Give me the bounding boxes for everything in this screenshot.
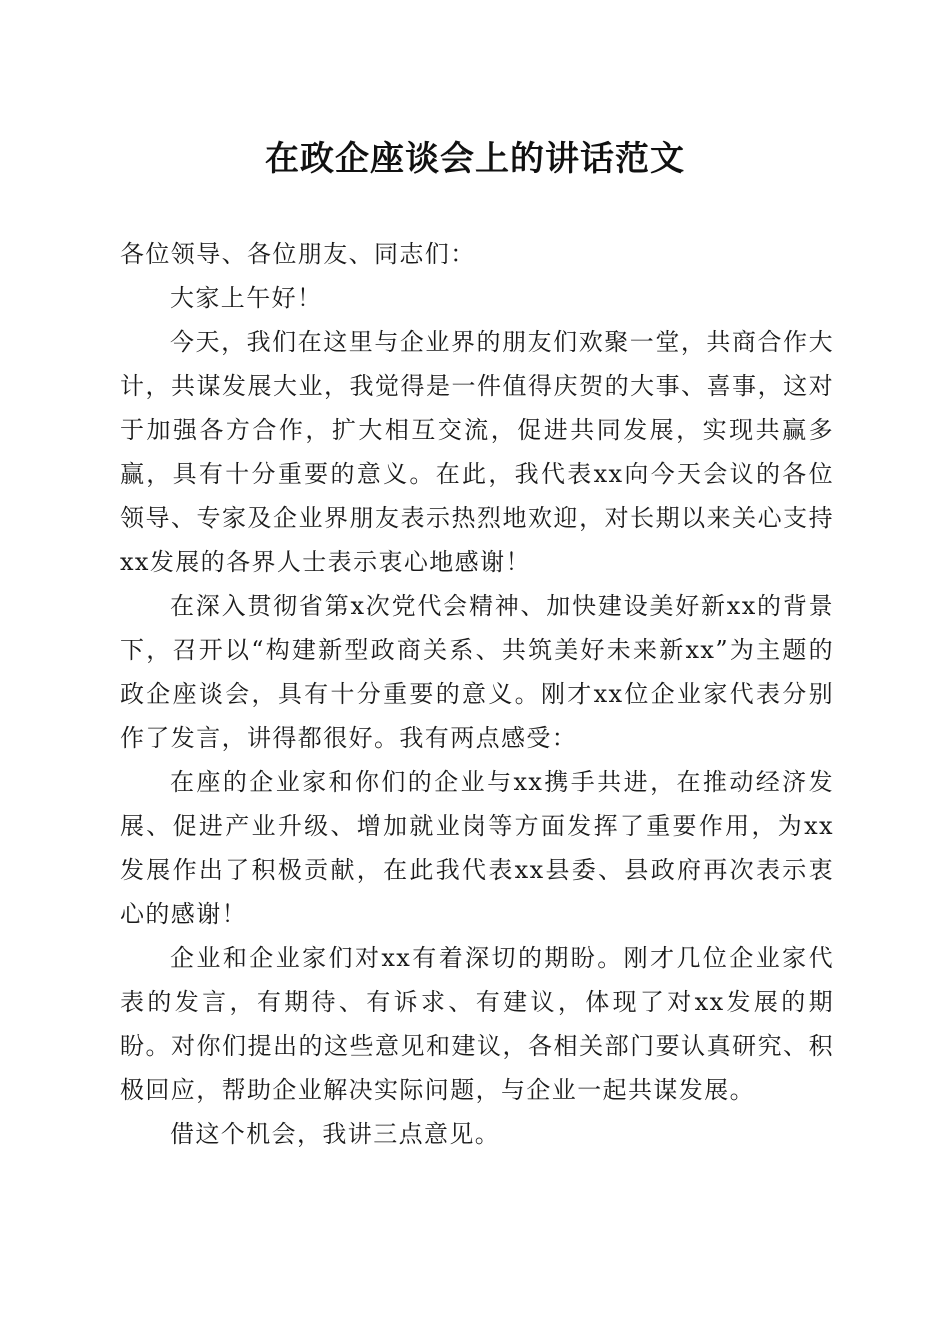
- salutation: 各位领导、各位朋友、同志们：: [120, 240, 476, 268]
- paragraph-welcome: 今天，我们在这里与企业界的朋友们欢聚一堂，共商合作大计，共谋发展大业，我觉得是一件值得庆贺的大事、喜事，这对于加强各方合作，扩大相互交流，促进共同发展，实现共赢多赢，具有十分重要的意义。在此，我代表xx向今天会议的各位领导、专家及企业界朋友表示热烈地欢迎，对长期以来关心支持xx发展的各界人士表示衷心地感谢！: [120, 328, 834, 576]
- paragraph-greeting: 大家上午好！: [170, 284, 323, 312]
- paragraph-background: 在深入贯彻省第x次党代会精神、加快建设美好新xx的背景下，召开以“构建新型政商关系、共筑美好未来新xx”为主题的政企座谈会，具有十分重要的意义。刚才xx位企业家代表分别作了发言，讲得都很好。我有两点感受：: [120, 592, 834, 752]
- document-body: [120, 232, 834, 1156]
- paragraph-thanks: 在座的企业家和你们的企业与xx携手共进，在推动经济发展、促进产业升级、增加就业岗等方面发挥了重要作用，为xx发展作出了积极贡献，在此我代表xx县委、县政府再次表示衷心的感谢！: [120, 768, 834, 928]
- paragraph-expectations: 企业和企业家们对xx有着深切的期盼。刚才几位企业家代表的发言，有期待、有诉求、有建议，体现了对xx发展的期盼。对你们提出的这些意见和建议，各相关部门要认真研究、积极回应，帮助企业解决实际问题，与企业一起共谋发展。: [120, 944, 834, 1104]
- document-title: 在政企座谈会上的讲话范文: [265, 139, 685, 179]
- paragraph-three-points: 借这个机会，我讲三点意见。: [170, 1120, 501, 1148]
